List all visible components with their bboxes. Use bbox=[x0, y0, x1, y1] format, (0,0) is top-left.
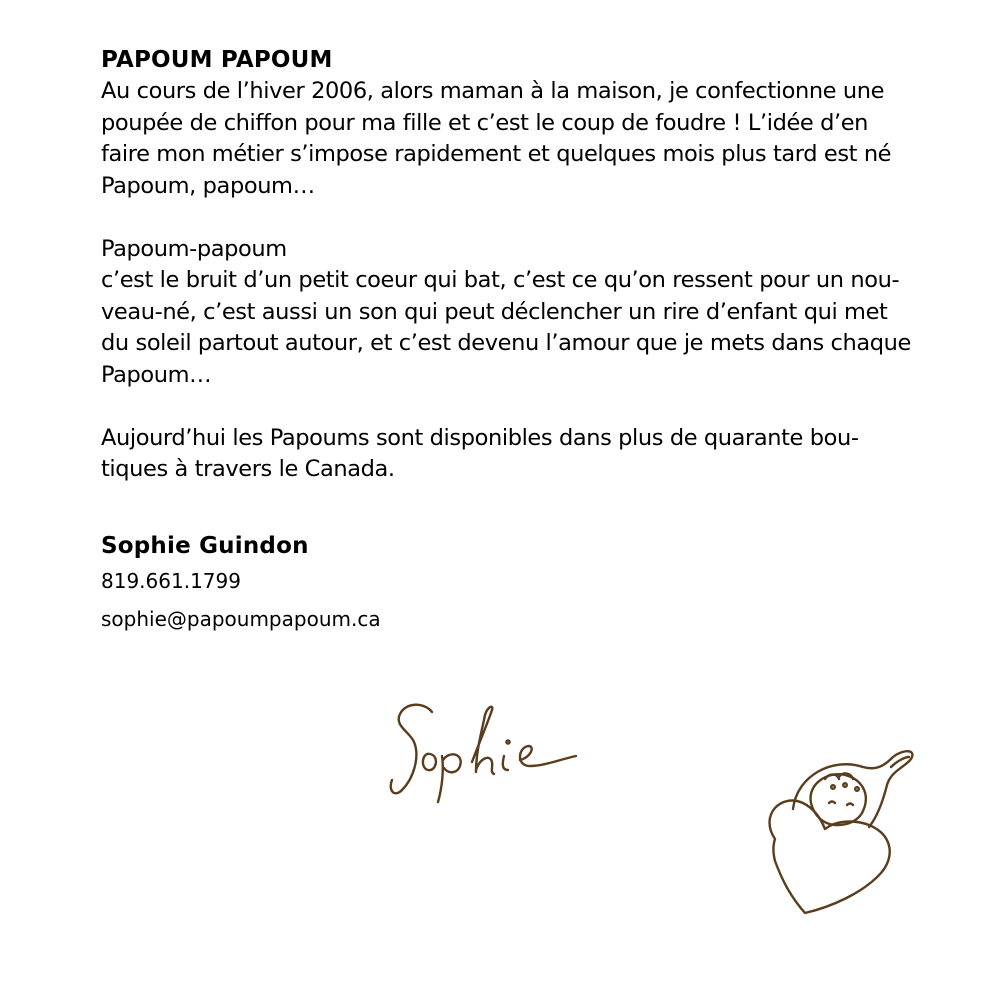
page-title: PAPOUM PAPOUM bbox=[101, 47, 333, 73]
letter-body bbox=[101, 44, 961, 486]
text-line: Au cours de l’hiver 2006, alors maman à la maison, je confectionne une bbox=[101, 78, 885, 104]
paragraph-today bbox=[101, 423, 961, 486]
paragraph-gap bbox=[101, 202, 961, 234]
paragraph-story bbox=[101, 76, 961, 202]
text-line: faire mon métier s’impose rapidement et quelques mois plus tard est né bbox=[101, 141, 892, 167]
contact-email: sophie@papoumpapoum.ca bbox=[101, 607, 381, 631]
contact-name: Sophie Guindon bbox=[101, 533, 309, 559]
contact-phone: 819.661.1799 bbox=[101, 569, 241, 593]
heart-baby-logo bbox=[745, 745, 925, 925]
text-line: poupée de chiffon pour ma fille et c’est le coup de foudre ! L’idée d’en bbox=[101, 109, 869, 136]
text-line: du soleil partout autour, et c’est devenu l’amour que je mets dans chaque bbox=[101, 330, 911, 356]
paragraph-gap bbox=[101, 391, 961, 423]
text-line: Papoum-papoum bbox=[101, 235, 287, 262]
signature bbox=[380, 690, 590, 810]
text-line: Aujourd’hui les Papoums sont disponibles dans plus de quarante bou- bbox=[101, 424, 859, 451]
paragraph-meaning bbox=[101, 234, 961, 392]
text-line: Papoum, papoum… bbox=[101, 172, 315, 199]
text-line: veau-né, c’est aussi un son qui peut déclencher un rire d’enfant qui met bbox=[101, 298, 888, 325]
text-line: c’est le bruit d’un petit coeur qui bat, c’est ce qu’on ressent pour un nou- bbox=[101, 267, 900, 293]
contact-block bbox=[101, 530, 381, 638]
text-line: Papoum… bbox=[101, 361, 212, 388]
text-line: tiques à travers le Canada. bbox=[101, 456, 395, 482]
